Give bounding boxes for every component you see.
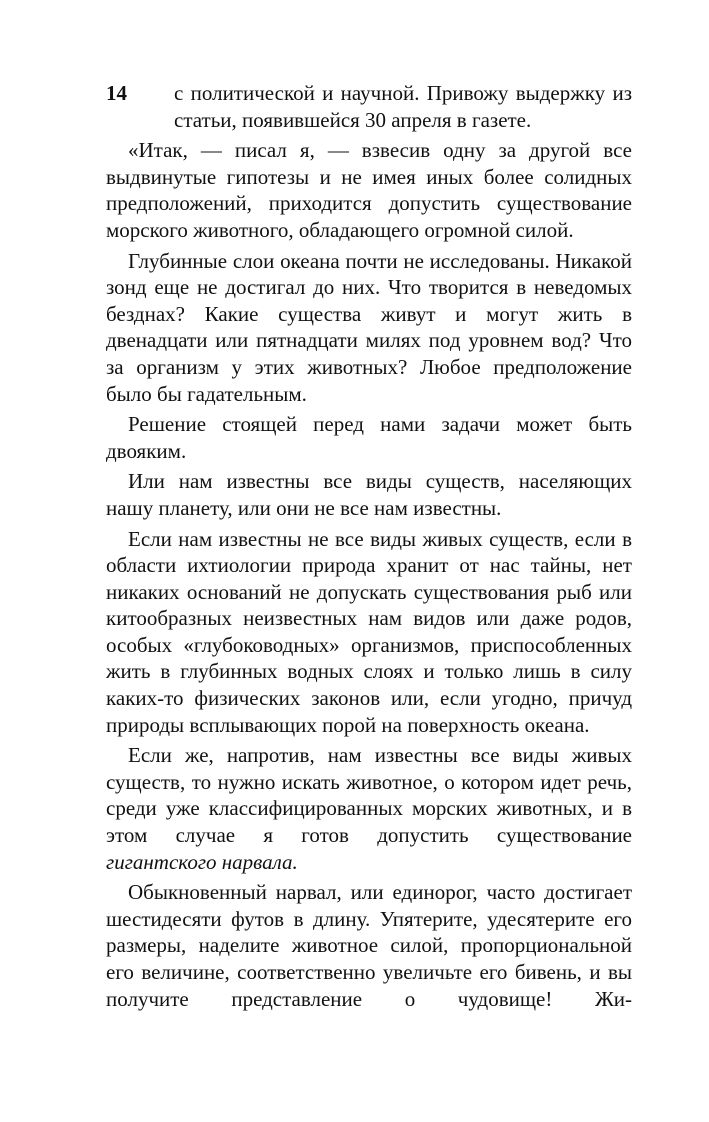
paragraph-4: Или нам известны все виды существ, населяющих нашу планету, или они не все нам известны.	[106, 469, 632, 520]
header-text: с политической и научной. Привожу выдержку из статьи, появившейся 30 апреля в газете.	[174, 81, 632, 132]
book-page	[106, 80, 632, 1016]
paragraph-1: «Итак, — писал я, — взвесив одну за другой все выдвинутые гипотезы и не имея иных более солидных предположений, приходится допустить существование морского животного, обладающего огромной силой.	[106, 138, 632, 242]
paragraph-3: Решение стоящей перед нами задачи может быть двояким.	[106, 412, 632, 463]
paragraph-6-text: Если же, напротив, нам известны все виды живых существ, то нужно искать животное, о котором идет речь, среди уже классифицированных морских животных, и в этом случае я готов допустить существование	[106, 743, 632, 848]
paragraph-6-italic: гигантского нарвала.	[106, 849, 298, 874]
page-number: 14	[106, 81, 127, 105]
paragraph-6	[106, 742, 632, 875]
paragraph-7: Обыкновенный нарвал, или единорог, часто достигает шестидесяти футов в длину. Упятерите, удесятерите его размеры, наделите животное силой, пропорциональной его величине, соответственно увеличьте его бивень, и вы получите представление о чудовище! Жи-	[106, 880, 632, 1011]
paragraph-5: Если нам известны не все виды живых существ, если в области ихтиологии природа хранит от нас тайны, нет никаких оснований не допускать существования рыб или китообразных неизвестных нам видов или даже родов, особых «глубоководных» организмов, приспособленных жить в глубинных водных слоях и только лишь в силу каких-то физических законов или, если угодно, причуд природы всплывающих порой на поверхность океана.	[106, 526, 632, 737]
paragraph-2: Глубинные слои океана почти не исследованы. Никакой зонд еще не достигал до них. Что творится в неведомых безднах? Какие существа живут и могут жить в двенадцати или пятнадцати милях под уровнем вод? Что за организм у этих животных? Любое предположение было бы гадательным.	[106, 248, 632, 406]
page-header	[106, 80, 632, 133]
